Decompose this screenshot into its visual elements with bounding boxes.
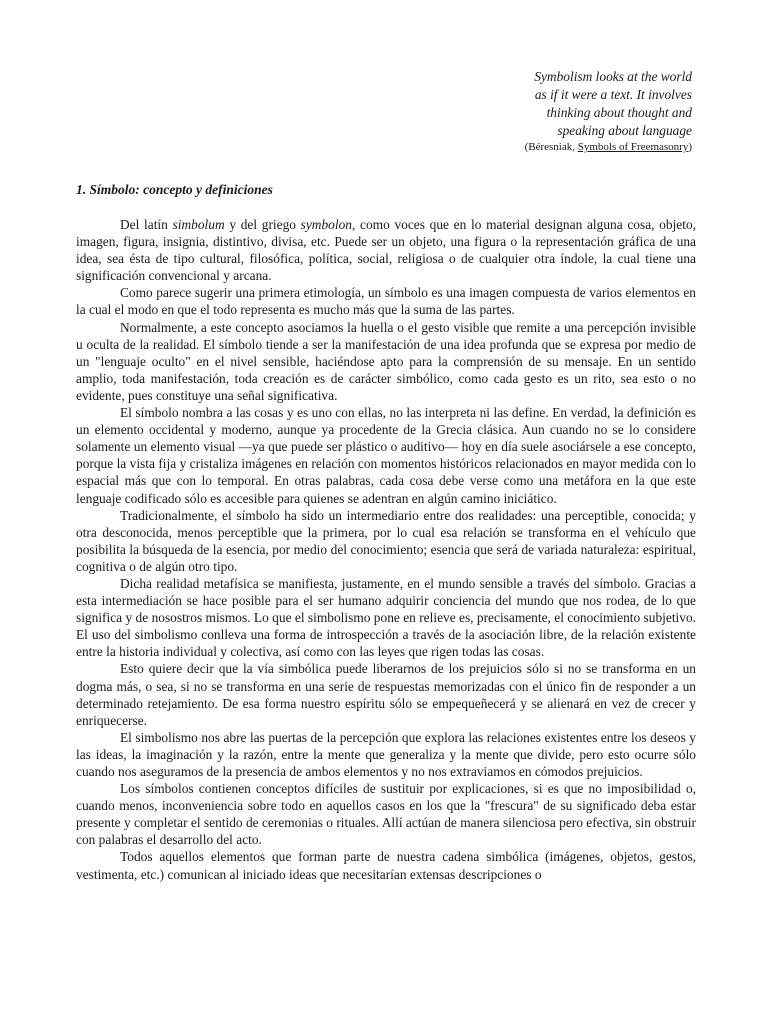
paragraph-text: , como voces que en lo material designan alguna cosa, objeto, imagen, figura, insignia, distintivo, divisa, etc. Puede ser un objeto, una figura o la representación gráfica de una idea, sea ésta de tipo cultural, filosófica, política, social, religiosa o de cualquier otra índole, la cual tiene una significación convencional y arcana. [76,217,696,284]
latin-term: simbolum [172,217,225,232]
paragraph: Los símbolos contienen conceptos difíciles de sustituir por explicaciones, si es que no imposibilidad o, cuando menos, inconveniencia sobre todo en aquellos casos en los que la "frescura" de su significado deba estar presente y completar el sentido de ceremonias o rituales. Allí actúan de manera silenciosa pero efectiva, sin obstruir con palabras el desarrollo del acto. [76,781,696,848]
section-heading: 1. Símbolo: concepto y definiciones [76,182,273,197]
document-body [76,216,696,883]
paragraph: El símbolo nombra a las cosas y es uno con ellas, no las interpreta ni las define. En verdad, la definición es un elemento occidental y moderno, aunque ya procedente de la Grecia clásica. Aun cuando no se lo considere solamente un elemento visual —ya que puede ser plástico o auditivo— hoy en día suele asociársele a ese concepto, porque la vista fija y cristaliza imágenes en relación con momentos históricos relacionados en mayor medida con lo espacial más que con lo temporal. En otras palabras, cada cosa debe verse como una metáfora en la que este lenguaje codificado sólo es accesible para quienes se adentran en algún camino iniciático. [76,405,696,506]
epigraph-line: Symbolism looks at the world [534,69,692,84]
epigraph-source-open: (Béresniak, [524,141,578,153]
paragraph: El simbolismo nos abre las puertas de la percepción que explora las relaciones existentes entre los deseos y las ideas, la imaginación y la razón, entre la mente que generaliza y la mente que divide, pero esto ocurre sólo cuando nos aseguramos de la presencia de ambos elementos y no nos extraviamos en cómodos prejuicios. [76,729,696,779]
epigraph-source-title: Symbols of Freemasonry [577,141,689,153]
paragraph: Esto quiere decir que la vía simbólica puede liberarnos de los prejuicios sólo si no se transforma en un dogma más, o sea, si no se transforma en una serie de respuestas memorizadas con el único fin de responder a un determinado retejamiento. De esa forma nuestro espíritu sólo se empequeñecerá y se alienará en vez de crecer y enriquecerse. [76,661,696,728]
greek-term: symbolon [300,217,352,232]
epigraph-source [412,140,692,155]
paragraph-text: y del griego [224,217,301,232]
paragraph: Normalmente, a este concepto asociamos la huella o el gesto visible que remite a una percepción invisible u oculta de la realidad. El símbolo tiende a ser la manifestación de una idea profunda que se expresa por medio de un "lenguaje oculto" en el nivel sensible, haciéndose apto para la comprensión de su mensaje. En un sentido amplio, toda manifestación, toda creación es de carácter simbólico, como cada gesto es un rito, sea esto o no evidente, pues constituye una señal significativa. [76,319,696,403]
paragraph [76,216,696,284]
paragraph: Dicha realidad metafísica se manifiesta, justamente, en el mundo sensible a través del símbolo. Gracias a esta intermediación se hace posible para el ser humano adquirir conciencia del mundo que nos rodea, de lo que significa y de nosostros mismos. Lo que el simbolismo pone en relieve es, precisamente, el conocimiento subjetivo. El uso del simbolismo conlleva una forma de introspección a través de la asociación libre, de la relación existente entre la historia individual y colectiva, así como con las leyes que rigen todas las cosas. [76,575,696,660]
paragraph-text: Del latín [120,217,173,232]
paragraph: Como parece sugerir una primera etimología, un símbolo es una imagen compuesta de varios elementos en la cual el modo en que el todo representa es mucho más que la suma de las partes. [76,285,696,318]
epigraph-line: thinking about thought and [546,105,692,120]
paragraph: Tradicionalmente, el símbolo ha sido un intermediario entre dos realidades: una perceptible, conocida; y otra desconocida, menos perceptible que la primera, por lo cual esa relación se transforma en el vehículo que posibilita la búsqueda de la esencia, por medio del conocimiento; esencia que será de variada naturaleza: espiritual, cognitiva o de algún otro tipo. [76,507,696,574]
epigraph-line: speaking about language [557,123,692,138]
epigraph-source-close: ) [688,141,692,153]
paragraph: Todos aquellos elementos que forman parte de nuestra cadena simbólica (imágenes, objetos, gestos, vestimenta, etc.) comunican al iniciado ideas que necesitarían extensas descripciones o [76,849,696,882]
epigraph [412,68,692,155]
epigraph-line: as if it were a text. It involves [534,87,692,102]
